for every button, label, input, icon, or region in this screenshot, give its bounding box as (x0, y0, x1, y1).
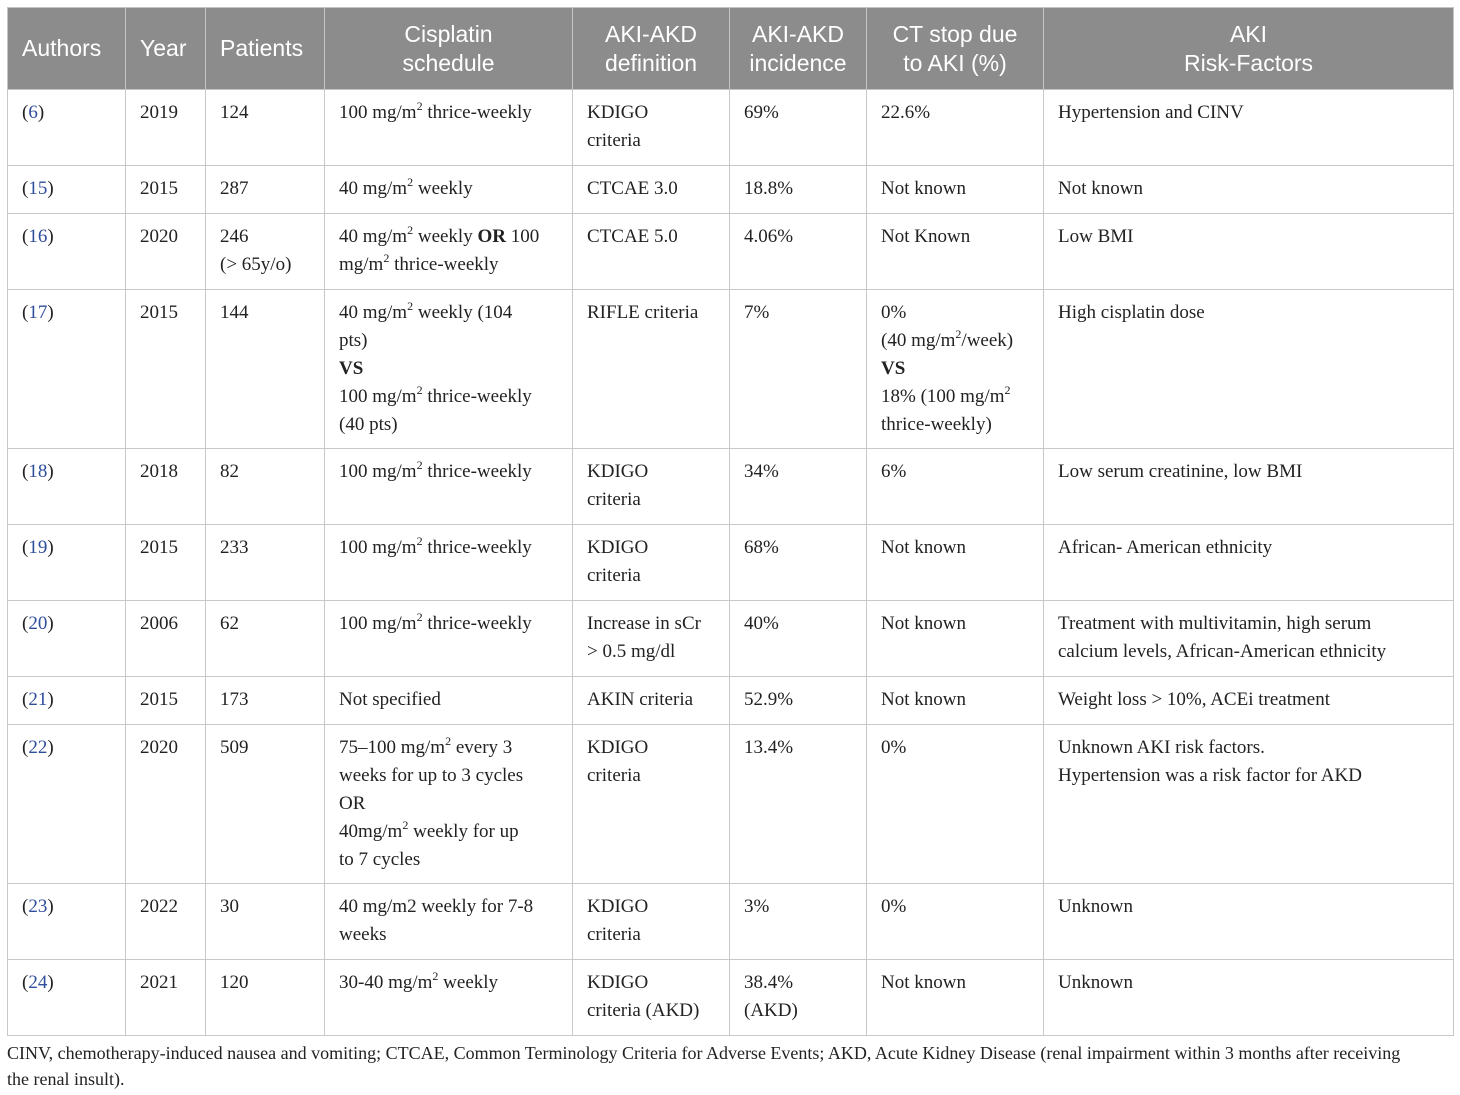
incidence-cell: 7% (730, 290, 867, 449)
author-ref-cell[interactable]: (20) (8, 601, 126, 677)
author-ref-cell[interactable]: (19) (8, 525, 126, 601)
patients-cell: 509 (206, 725, 325, 884)
patients-cell: 62 (206, 601, 325, 677)
incidence-cell: 68% (730, 525, 867, 601)
schedule-cell: 100 $mg/m^2$ thrice-weekly (325, 90, 573, 166)
reference-link[interactable]: 15 (28, 178, 48, 199)
author-ref-cell[interactable]: (6) (8, 90, 126, 166)
ct-stop-cell: 0% (867, 725, 1044, 884)
incidence-cell: 3% (730, 884, 867, 960)
risk-factors-cell: Weight loss > 10%, ACEi treatment (1044, 677, 1454, 725)
incidence-cell: 18.8% (730, 166, 867, 214)
definition-cell: Increase in sCr > 0.5 mg/dl (573, 601, 730, 677)
reference-link[interactable]: 16 (28, 226, 48, 247)
year-cell: 2015 (126, 525, 206, 601)
schedule-cell: 40 mg/m2 weekly for 7-8 weeks (325, 884, 573, 960)
incidence-cell: 40% (730, 601, 867, 677)
schedule-cell: 40 $mg/m^2$ weekly OR 100 $mg/m^2$ thrice-weekly (325, 214, 573, 290)
risk-factors-cell: African- American ethnicity (1044, 525, 1454, 601)
incidence-cell: 52.9% (730, 677, 867, 725)
patients-cell: 82 (206, 449, 325, 525)
header-aki-akd-incidence: AKI-AKD incidence (730, 8, 867, 90)
year-cell: 2015 (126, 290, 206, 449)
year-cell: 2018 (126, 449, 206, 525)
table-row (8, 960, 1454, 1036)
table-row (8, 725, 1454, 884)
header-row (8, 8, 1454, 90)
author-ref-cell[interactable]: (15) (8, 166, 126, 214)
incidence-cell: 38.4% (AKD) (730, 960, 867, 1036)
patients-cell: 144 (206, 290, 325, 449)
risk-factors-cell: Unknown AKI risk factors. Hypertension was a risk factor for AKD (1044, 725, 1454, 884)
year-cell: 2022 (126, 884, 206, 960)
header-patients: Patients (206, 8, 325, 90)
schedule-cell: Not specified (325, 677, 573, 725)
table-row (8, 449, 1454, 525)
risk-factors-cell: Low BMI (1044, 214, 1454, 290)
table-row (8, 166, 1454, 214)
author-ref-cell[interactable]: (22) (8, 725, 126, 884)
table-row (8, 601, 1454, 677)
schedule-cell: 100 $mg/m^2$ thrice-weekly (325, 601, 573, 677)
ct-stop-cell: Not known (867, 525, 1044, 601)
author-ref-cell[interactable]: (16) (8, 214, 126, 290)
reference-link[interactable]: 21 (28, 689, 48, 710)
risk-factors-cell: Hypertension and CINV (1044, 90, 1454, 166)
risk-factors-cell: Low serum creatinine, low BMI (1044, 449, 1454, 525)
ct-stop-cell: 0% (40 $mg/m^2/week$) VS 18% (100 $mg/m^2$ thrice-weekly) (867, 290, 1044, 449)
schedule-cell: 75–100 $mg/m^2$ every 3 weeks for up to 3 cycles OR $40mg/m^2$ weekly for up to 7 cycles (325, 725, 573, 884)
author-ref-cell[interactable]: (21) (8, 677, 126, 725)
schedule-cell: 40 $mg/m^2$ weekly (104 pts) VS 100 $mg/m^2$ thrice-weekly (40 pts) (325, 290, 573, 449)
header-aki-risk-factors: AKI Risk-Factors (1044, 8, 1454, 90)
ct-stop-cell: 6% (867, 449, 1044, 525)
reference-link[interactable]: 17 (28, 302, 48, 323)
header-cisplatin-schedule: Cisplatin schedule (325, 8, 573, 90)
author-ref-cell[interactable]: (17) (8, 290, 126, 449)
ct-stop-cell: 0% (867, 884, 1044, 960)
table-row (8, 90, 1454, 166)
definition-cell: RIFLE criteria (573, 290, 730, 449)
definition-cell: CTCAE 3.0 (573, 166, 730, 214)
year-cell: 2020 (126, 725, 206, 884)
patients-cell: 287 (206, 166, 325, 214)
patients-cell: 233 (206, 525, 325, 601)
risk-factors-cell: Unknown (1044, 884, 1454, 960)
year-cell: 2021 (126, 960, 206, 1036)
reference-link[interactable]: 19 (28, 537, 48, 558)
schedule-cell: 40 $mg/m^2$ weekly (325, 166, 573, 214)
year-cell: 2019 (126, 90, 206, 166)
definition-cell: KDIGO criteria (573, 525, 730, 601)
schedule-cell: 30-40 $mg/m^2$ weekly (325, 960, 573, 1036)
year-cell: 2020 (126, 214, 206, 290)
definition-cell: KDIGO criteria (AKD) (573, 960, 730, 1036)
definition-cell: KDIGO criteria (573, 449, 730, 525)
ct-stop-cell: Not known (867, 166, 1044, 214)
patients-cell: 124 (206, 90, 325, 166)
table-row (8, 525, 1454, 601)
risk-factors-cell: High cisplatin dose (1044, 290, 1454, 449)
footnote-line: CINV, chemotherapy-induced nausea and vomiting; CTCAE, Common Terminology Criteria for Adverse Events; AKD, Acute Kidney Disease (renal impairment within 3 months after receiving (7, 1043, 1401, 1063)
ct-stop-cell: Not known (867, 960, 1044, 1036)
ct-stop-cell: Not known (867, 601, 1044, 677)
ct-stop-cell: Not known (867, 677, 1044, 725)
definition-cell: KDIGO criteria (573, 725, 730, 884)
incidence-cell: 69% (730, 90, 867, 166)
author-ref-cell[interactable]: (23) (8, 884, 126, 960)
table-row (8, 290, 1454, 449)
patients-cell: 30 (206, 884, 325, 960)
table-row (8, 214, 1454, 290)
author-ref-cell[interactable]: (24) (8, 960, 126, 1036)
incidence-cell: 4.06% (730, 214, 867, 290)
incidence-cell: 34% (730, 449, 867, 525)
header-authors: Authors (8, 8, 126, 90)
year-cell: 2015 (126, 677, 206, 725)
definition-cell: KDIGO criteria (573, 884, 730, 960)
reference-link[interactable]: 22 (28, 737, 48, 758)
schedule-cell: 100 $mg/m^2$ thrice-weekly (325, 525, 573, 601)
table-footnote (7, 1040, 1453, 1092)
reference-link[interactable]: 6 (28, 102, 38, 123)
definition-cell: CTCAE 5.0 (573, 214, 730, 290)
table-row (8, 677, 1454, 725)
header-aki-akd-definition: AKI-AKD definition (573, 8, 730, 90)
incidence-cell: 13.4% (730, 725, 867, 884)
reference-link[interactable]: 23 (28, 896, 48, 917)
reference-link[interactable]: 18 (28, 461, 48, 482)
patients-cell: 246 (> 65y/o) (206, 214, 325, 290)
patients-cell: 173 (206, 677, 325, 725)
patients-cell: 120 (206, 960, 325, 1036)
year-cell: 2006 (126, 601, 206, 677)
risk-factors-cell: Unknown (1044, 960, 1454, 1036)
year-cell: 2015 (126, 166, 206, 214)
risk-factors-cell: Treatment with multivitamin, high serum calcium levels, African-American ethnicity (1044, 601, 1454, 677)
ct-stop-cell: 22.6% (867, 90, 1044, 166)
risk-factors-cell: Not known (1044, 166, 1454, 214)
reference-link[interactable]: 20 (28, 613, 48, 634)
reference-link[interactable]: 24 (28, 972, 48, 993)
author-ref-cell[interactable]: (18) (8, 449, 126, 525)
definition-cell: AKIN criteria (573, 677, 730, 725)
header-year: Year (126, 8, 206, 90)
definition-cell: KDIGO criteria (573, 90, 730, 166)
table-row (8, 884, 1454, 960)
header-ct-stop: CT stop due to AKI (%) (867, 8, 1044, 90)
footnote-line: the renal insult). (7, 1069, 125, 1089)
aki-studies-table (7, 7, 1454, 1036)
schedule-cell: 100 $mg/m^2$ thrice-weekly (325, 449, 573, 525)
ct-stop-cell: Not Known (867, 214, 1044, 290)
